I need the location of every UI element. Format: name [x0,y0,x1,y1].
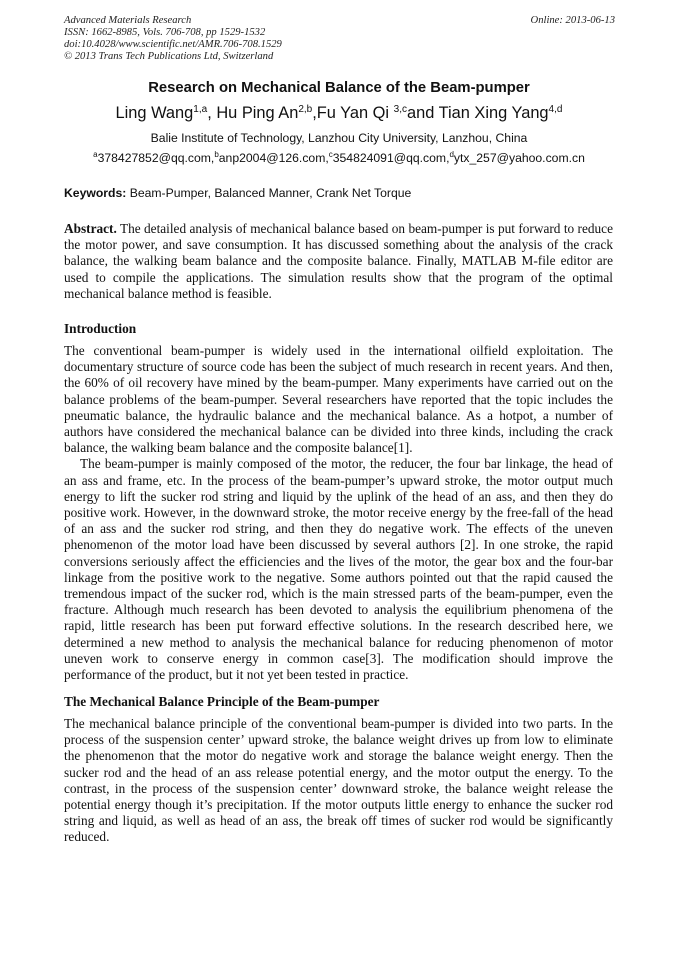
email-sup: d [449,150,454,159]
doi-line: doi:10.4028/www.scientific.net/AMR.706-708.1529 [64,39,282,50]
paragraph: The beam-pumper is mainly composed of the motor, the reducer, the four bar linkage, the head of an ass and frame, etc. In the process of the beam-pumper’s upward stroke, the motor output much energy to lift the sucker rod string and liquid by the uplink of the head of an ass, and then they do positive work. However, in the downward stroke, the motor receive energy by the free-fall of the head of an ass and the sucker rod string, and then they do negative work. The effects of the uneven phenomenon of the motor load have been discussed by several authors [2]. In one stroke, the rapid conversions seriously affect the efficiencies and the lives of the motor, the gear box and the four-bar linkage from the positive work to the negative. Some authors pointed out that the rapid caused the tremendous impact of the sucker rod, which is the main stressed parts of the beam-pumper, even the fracture. Although much research has been devoted to analysis the equilibrium phenomena of the rapid, little research has been put forward effective solutions. In the research described here, we determined a new method to analysis the mechanical balance for reducing phenomenon of motor uneven work to conserve energy in common case[3]. The modification should improve the performance of the product, but it not yet been tested in practice. [64,456,613,683]
author-separator: , [312,104,317,122]
keywords-label: Keywords: [64,186,127,200]
email-address: anp2004@126.com, [218,151,329,165]
paragraph: The conventional beam-pumper is widely used in the international oilfield exploitation. The documentary structure of source code has been the subject of much research in recent years. And then, the 60% of oil recovery have mined by the beam-pumper. Many experiments have carried out on the balance problems of the beam-pumper. Several researchers have reported that the topic includes the pneumatic balance, the hydraulic balance and the mechanical balance. As a hotpot, a number of authors have considered the mechanical balance can be divided into three kinds, including the crack balance, the walking beam balance and the composite balance[1]. [64,343,613,456]
author-separator: , [207,104,217,122]
email-sup: a [93,150,98,159]
author-affil-sup: 3,c [393,104,407,115]
section-mechanical-balance-body [64,716,613,846]
paper-title: Research on Mechanical Balance of the Beam-pumper [148,80,530,96]
author-affil-sup: 1,a [193,104,208,115]
author-name: Ling Wang [115,104,194,122]
paragraph: The mechanical balance principle of the conventional beam-pumper is divided into two parts. In the process of the suspension center’ upward stroke, the balance weight drives up from low to eliminate the phenomenon that the motor do negative work and storage the balance weight energy. Then the sucker rod and the head of an ass release potential energy, and the motor output the energy. To the contrast, in the process of the suspension center’ downward stroke, the balance weight release the potential energy though it’s precipitation. If the motor outputs little energy to enhance the sucker rod string and liquid, as well as head of an ass, the break off times of sucker rod would be significantly reduced. [64,716,613,845]
keywords-text: Beam-Pumper, Balanced Manner, Crank Net Torque [126,186,412,200]
abstract [64,221,613,302]
keywords [64,186,411,200]
email-sup: b [214,150,219,159]
abstract-text: The detailed analysis of mechanical balance based on beam-pumper is put forward to reduce the motor power, and save consumption. It has discussed something about the analysis of the crack balance, the walking beam balance and the composite balance. Finally, MATLAB M-file editor are used to compile the applications. The simulation results show that the program of the optimal mechanical balance method is feasible. [64,221,613,301]
online-date [531,15,615,27]
author-name: and Tian Xing Yang [406,104,549,122]
section-heading-introduction: Introduction [64,321,137,336]
section-introduction-body [64,343,613,683]
issn-line: ISSN: 1662-8985, Vols. 706-708, pp 1529-1532 [64,27,266,38]
email-address: 378427852@qq.com, [97,151,215,165]
email-address: 354824091@qq.com, [332,151,450,165]
email-address: ytx_257@yahoo.com.cn [453,151,585,165]
author-list [0,104,678,123]
section-heading-mechanical-balance: The Mechanical Balance Principle of the Beam-pumper [64,694,380,709]
email-list [0,151,678,165]
author-affil-sup: 4,d [548,104,563,115]
author-affil-sup: 2,b [298,104,313,115]
journal-name: Advanced Materials Research [64,15,192,26]
author-name: Fu Yan Qi [316,104,394,122]
affiliation: Balie Institute of Technology, Lanzhou City University, Lanzhou, China [150,131,528,145]
journal-header [64,15,282,63]
email-sup: c [328,150,333,159]
author-name: Hu Ping An [216,104,299,122]
online-date-text: Online: 2013-06-13 [530,15,615,26]
copyright-line: © 2013 Trans Tech Publications Ltd, Switzerland [64,51,274,62]
abstract-label: Abstract. [64,221,117,236]
